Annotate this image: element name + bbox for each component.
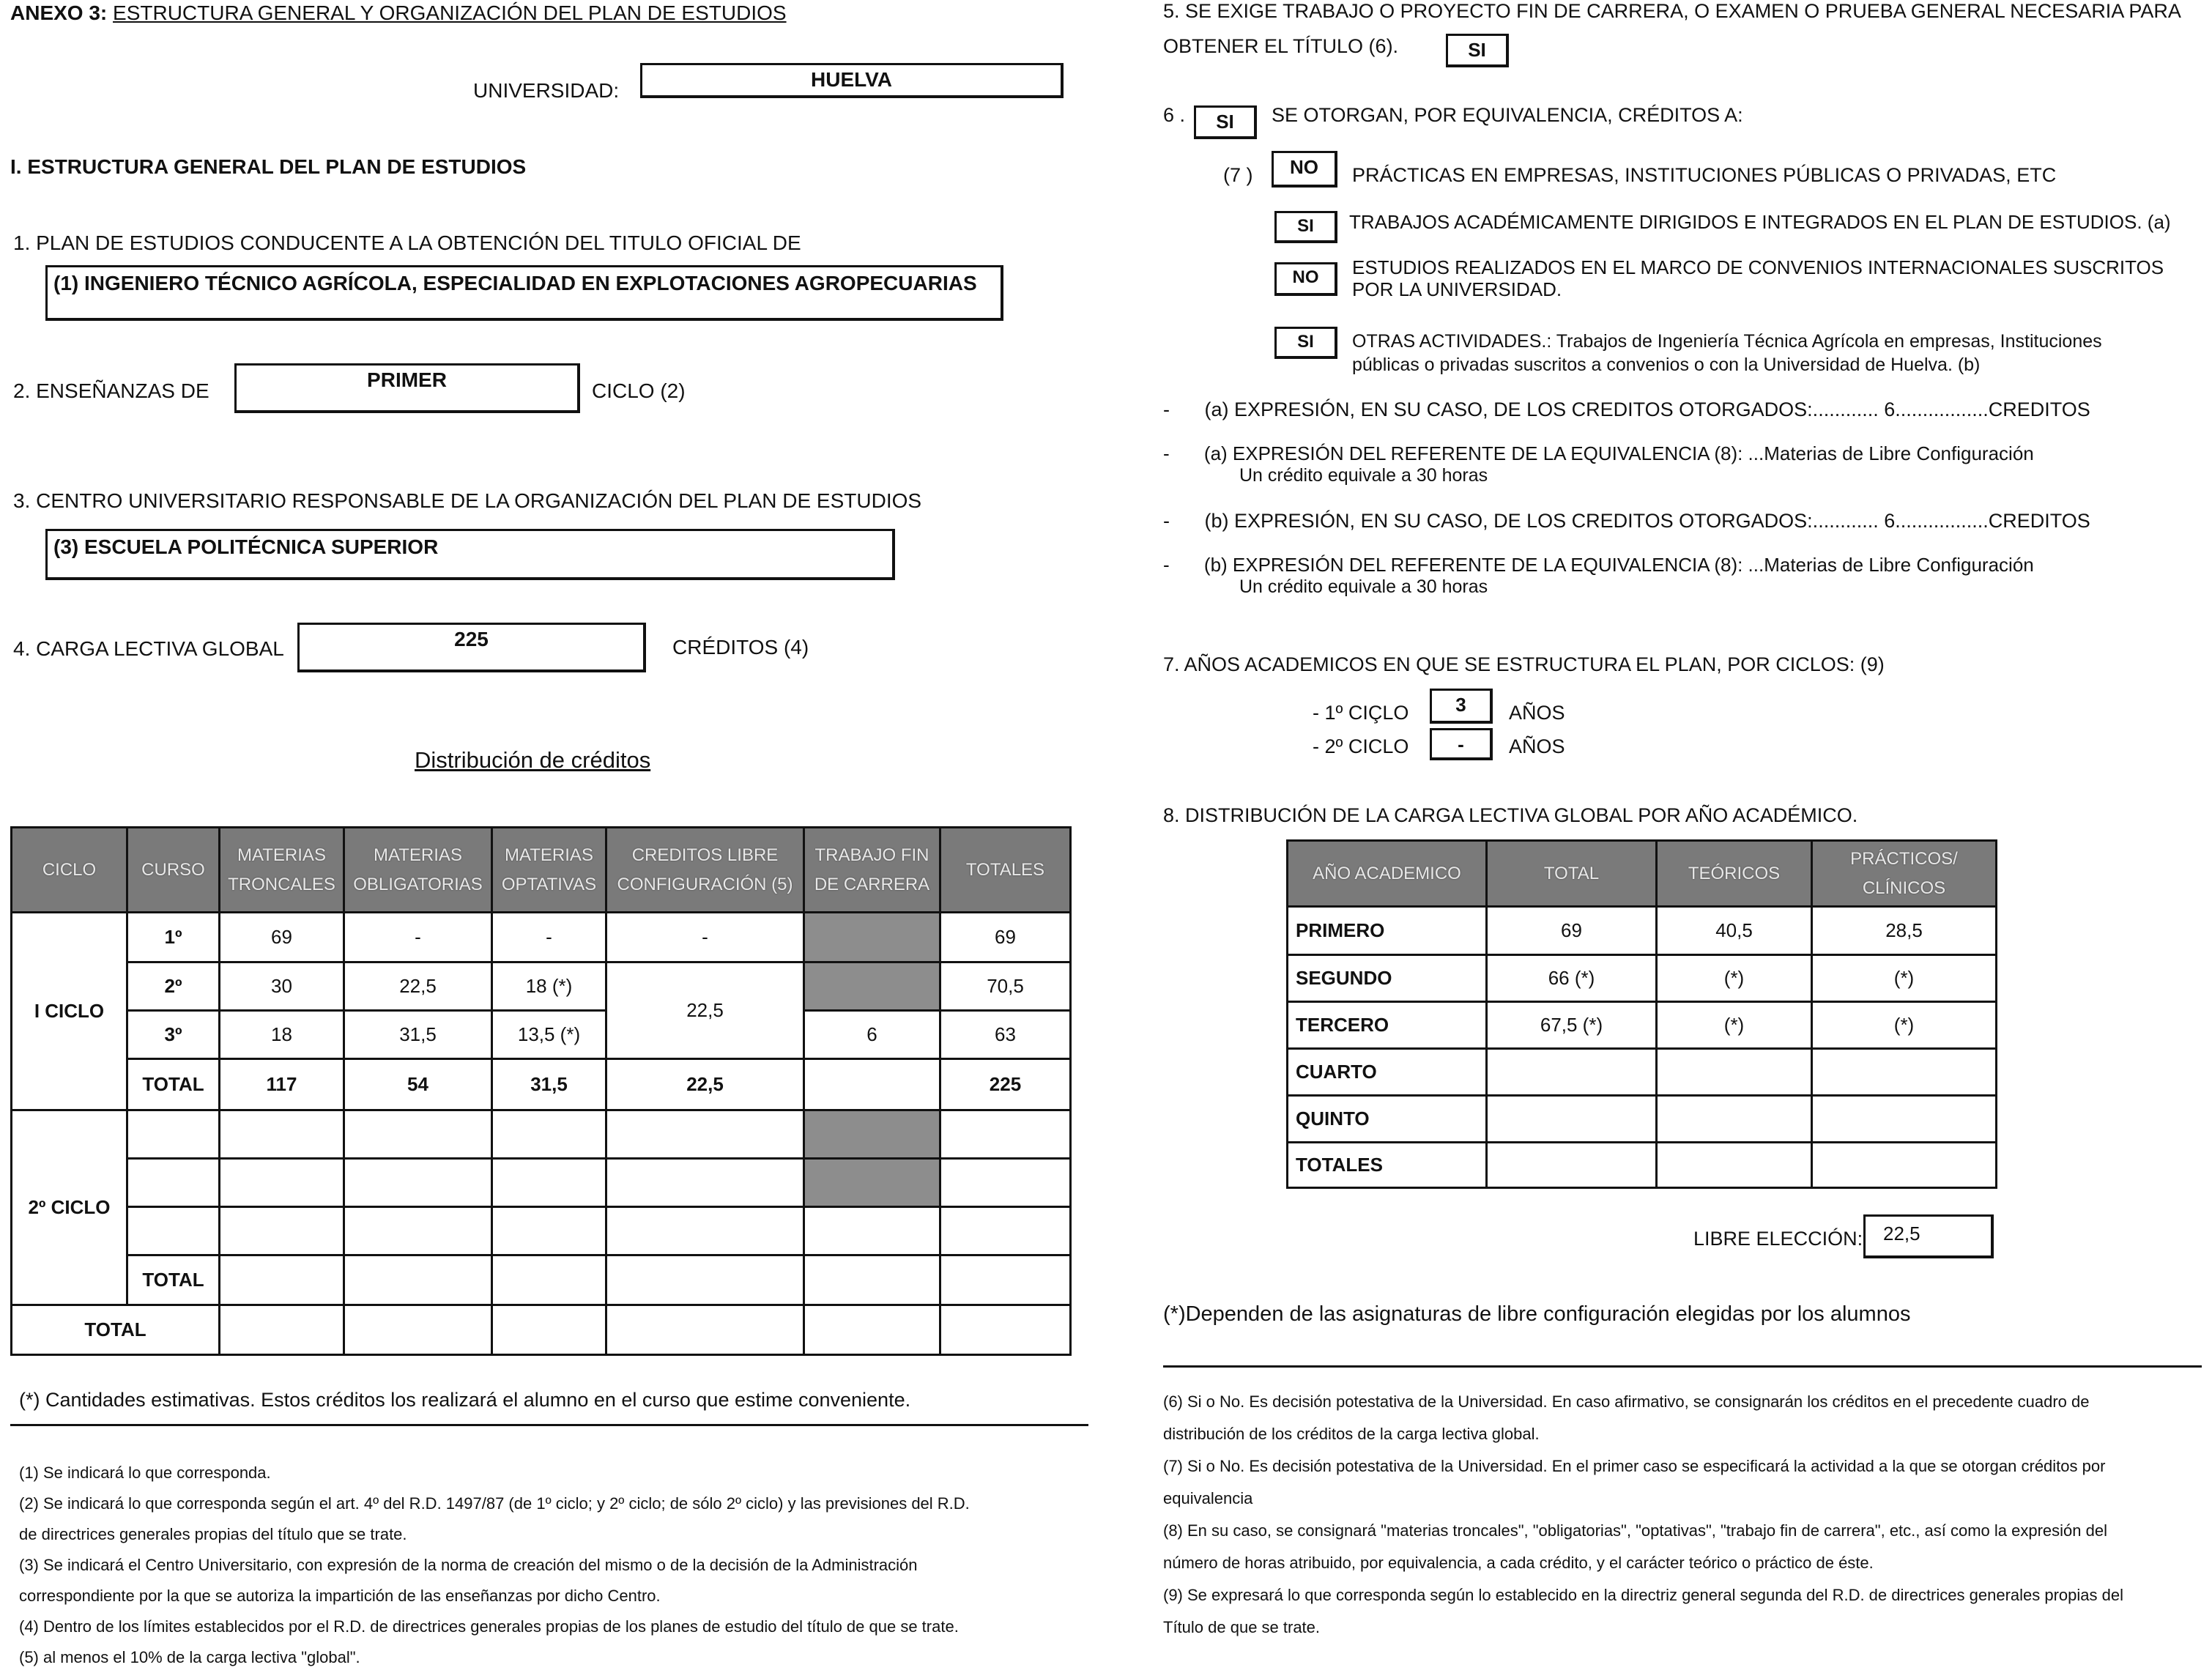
col-header-practicos: PRÁCTICOS/ CLÍNICOS (1812, 841, 1997, 907)
right-divider (1163, 1365, 2202, 1368)
distribucion-title: Distribución de créditos (415, 747, 651, 773)
col-header-libre: CREDITOS LIBRE CONFIGURACIÓN (5) (606, 828, 804, 913)
cell-teoricos: 40,5 (1657, 907, 1812, 955)
cell-optativas: 18 (*) (492, 962, 606, 1011)
footnote-5: (5) al menos el 10% de la carga lectiva "global". (19, 1648, 360, 1666)
cell-year: QUINTO (1288, 1096, 1487, 1143)
expression-text: (b) EXPRESIÓN, EN SU CASO, DE LOS CREDITOS OTORGADOS:............ 6.................CREDITOS (1204, 510, 2090, 532)
item7-label: 7. AÑOS ACADEMICOS EN QUE SE ESTRUCTURA EL PLAN, POR CICLOS: (9) (1163, 653, 1885, 675)
cell-practicos (1812, 1049, 1997, 1096)
cell-troncales: 117 (220, 1059, 344, 1110)
ciclo1-label: - 1º CIÇLO (1313, 702, 1409, 724)
cell-practicos: (*) (1812, 1002, 1997, 1049)
cell-teoricos: (*) (1657, 1002, 1812, 1049)
ciclo2-label: 2º CICLO (12, 1110, 127, 1305)
cell-teoricos (1657, 1143, 1812, 1188)
dist-header-row (12, 828, 1071, 913)
footnotes-left (19, 1458, 970, 1673)
expression-b-referente (1163, 554, 2034, 598)
practicas-label: PRÁCTICAS EN EMPRESAS, INSTITUCIONES PÚBLICAS O PRIVADAS, ETC (1352, 164, 2057, 186)
footnote-6b: distribución de los créditos de la carga lectiva global. (1163, 1425, 1540, 1443)
cell-practicos: 28,5 (1812, 907, 1997, 955)
dash: - (1163, 510, 1170, 532)
cell-total (1487, 1049, 1657, 1096)
cell-trabajo (804, 913, 940, 962)
cell-troncales: 18 (220, 1011, 344, 1059)
dash: - (1163, 442, 1170, 464)
estudios-label-line1: ESTUDIOS REALIZADOS EN EL MARCO DE CONVENIOS INTERNACIONALES SUSCRITOS (1352, 256, 2164, 278)
col-header-obligatorias: MATERIAS OBLIGATORIAS (344, 828, 492, 913)
cell-year: TOTALES (1288, 1143, 1487, 1188)
cell-totales: 70,5 (940, 962, 1071, 1011)
ciclo2-unit: AÑOS (1509, 735, 1565, 757)
otras-label-line2: públicas o privadas suscritos a convenios o con la Universidad de Huelva. (b) (1352, 355, 1981, 375)
cell-obligatorias: - (344, 913, 492, 962)
table-row (12, 1159, 1071, 1207)
cell-optativas: 31,5 (492, 1059, 606, 1110)
expression-text: (a) EXPRESIÓN, EN SU CASO, DE LOS CREDITOS OTORGADOS:............ 6.................CREDITOS (1204, 398, 2090, 420)
cell-trabajo: 6 (804, 1011, 940, 1059)
item6-label: SE OTORGAN, POR EQUIVALENCIA, CRÉDITOS A: (1272, 104, 1743, 126)
ciclo2-years-field: - (1430, 728, 1493, 760)
estudios-label (1352, 256, 2164, 300)
cell-curso: 2º (127, 962, 220, 1011)
footnote-4: (4) Dentro de los límites establecidos por el R.D. de directrices generales propias de los planes de estudio del título de que se trate. (19, 1617, 959, 1636)
cell-troncales: 69 (220, 913, 344, 962)
cell-year: CUARTO (1288, 1049, 1487, 1096)
footnote-3b: correspondiente por la que se autoriza la impartición de las enseñanzas por dicho Centro. (19, 1587, 661, 1605)
cell-teoricos (1657, 1049, 1812, 1096)
col-header-trabajo: TRABAJO FIN DE CARRERA (804, 828, 940, 913)
expression-text2: Un crédito equivale a 30 horas (1239, 576, 1488, 597)
expression-a-referente (1163, 442, 2034, 486)
estudios-field: NO (1274, 262, 1337, 296)
cell-year: TERCERO (1288, 1002, 1487, 1049)
col-header-totales: TOTALES (940, 828, 1071, 913)
expression-a-creditos (1163, 398, 2090, 421)
col-header-teoricos: TEÓRICOS (1657, 841, 1812, 907)
cell-total: 67,5 (*) (1487, 1002, 1657, 1049)
centro-field: (3) ESCUELA POLITÉCNICA SUPERIOR (45, 529, 895, 580)
col-header-troncales: MATERIAS TRONCALES (220, 828, 344, 913)
footnote-8: (8) En su caso, se consignará "materias troncales", "obligatorias", "optativas", "trabajo fin de carrera", etc., así como la expresión del (1163, 1521, 2107, 1540)
col-header-total: TOTAL (1487, 841, 1657, 907)
ciclo1-label: I CICLO (12, 913, 127, 1110)
trabajos-field: SI (1274, 211, 1337, 243)
cell-practicos: (*) (1812, 955, 1997, 1002)
cell-obligatorias: 54 (344, 1059, 492, 1110)
carga-field: 225 (297, 623, 646, 672)
table-row (12, 913, 1071, 962)
table-row (12, 1207, 1071, 1255)
cell-curso: TOTAL (127, 1059, 220, 1110)
cell-totales: 225 (940, 1059, 1071, 1110)
cell-total: 69 (1487, 907, 1657, 955)
item5-line1: 5. SE EXIGE TRABAJO O PROYECTO FIN DE CARRERA, O EXAMEN O PRUEBA GENERAL NECESARIA PARA (1163, 0, 2181, 22)
cell-obligatorias: 31,5 (344, 1011, 492, 1059)
ano-header-row (1288, 841, 1997, 907)
col-header-ciclo: CICLO (12, 828, 127, 913)
titulo-field: (1) INGENIERO TÉCNICO AGRÍCOLA, ESPECIALIDAD EN EXPLOTACIONES AGROPECUARIAS (45, 265, 1003, 321)
expression-b-creditos (1163, 510, 2090, 533)
table-row (12, 1255, 1071, 1305)
trabajo-fin-field: SI (1446, 34, 1509, 67)
item7-ref: (7 ) (1223, 164, 1253, 186)
otras-label (1352, 330, 2102, 376)
cell-year: SEGUNDO (1288, 955, 1487, 1002)
col-header-optativas: MATERIAS OPTATIVAS (492, 828, 606, 913)
ciclo1-years-field: 3 (1430, 689, 1493, 724)
table-row (12, 1305, 1071, 1355)
section-i-title: I. ESTRUCTURA GENERAL DEL PLAN DE ESTUDIOS (10, 155, 527, 178)
cell-practicos (1812, 1096, 1997, 1143)
dash: - (1163, 554, 1170, 576)
footnote-3: (3) Se indicará el Centro Universitario, con expresión de la norma de creación del mismo o de la decisión de la Administración (19, 1556, 918, 1574)
table-row (12, 962, 1071, 1011)
cell-optativas: - (492, 913, 606, 962)
item4-label: 4. CARGA LECTIVA GLOBAL (13, 637, 284, 660)
col-header-curso: CURSO (127, 828, 220, 913)
equivalencia-field: SI (1194, 105, 1257, 139)
otras-label-line1: OTRAS ACTIVIDADES.: Trabajos de Ingeniería Técnica Agrícola en empresas, Instituciones (1352, 331, 2102, 352)
grand-total-label: TOTAL (12, 1305, 220, 1355)
expression-text2: Un crédito equivale a 30 horas (1239, 465, 1488, 486)
table-row (12, 1110, 1071, 1159)
footnote-1: (1) Se indicará lo que corresponda. (19, 1464, 271, 1482)
cell-totales: 69 (940, 913, 1071, 962)
footnote-7: (7) Si o No. Es decisión potestativa de la Universidad. En el primer caso se especificará la actividad a la que se otorgan créditos por (1163, 1457, 2106, 1475)
note-estimativas: (*) Cantidades estimativas. Estos créditos los realizará el alumno en el curso que estime conveniente. (19, 1389, 911, 1411)
universidad-label: UNIVERSIDAD: (473, 79, 620, 102)
carga-por-ano-table (1286, 839, 1997, 1189)
cell-trabajo (804, 962, 940, 1011)
item2-label: 2. ENSEÑANZAS DE (13, 379, 209, 402)
cell-total (1487, 1143, 1657, 1188)
footnote-2: (2) Se indicará lo que corresponda según el art. 4º del R.D. 1497/87 (de 1º ciclo; y 2º ciclo; de sólo 2º ciclo) y las previsiones del R.D. (19, 1494, 970, 1513)
table-row (1288, 955, 1997, 1002)
cell-totales: 63 (940, 1011, 1071, 1059)
cell-optativas: 13,5 (*) (492, 1011, 606, 1059)
footnote-9b: Título de que se trate. (1163, 1618, 1321, 1636)
cell-troncales: 30 (220, 962, 344, 1011)
ciclo2-total-label: TOTAL (127, 1255, 220, 1305)
item6-num: 6 . (1163, 104, 1186, 126)
footnotes-right (1163, 1386, 2123, 1644)
footnote-9: (9) Se expresará lo que corresponda según lo establecido en la directriz general segunda del R.D. de directrices generales propias del (1163, 1586, 2123, 1604)
col-header-ano: AÑO ACADEMICO (1288, 841, 1487, 907)
footnote-7b: equivalencia (1163, 1489, 1253, 1507)
dash: - (1163, 398, 1170, 420)
footnote-8b: número de horas atribuido, por equivalencia, a cada crédito, y el carácter teórico o práctico de éste. (1163, 1554, 1874, 1572)
item2-suffix: CICLO (2) (592, 379, 686, 402)
table-row (1288, 907, 1997, 955)
cell-curso: 3º (127, 1011, 220, 1059)
item4-suffix: CRÉDITOS (4) (672, 636, 809, 659)
table-row (12, 1059, 1071, 1110)
expression-text: (a) EXPRESIÓN DEL REFERENTE DE LA EQUIVALENCIA (8): ...Materias de Libre Configuración (1203, 442, 2034, 464)
depend-note: (*)Dependen de las asignaturas de libre configuración elegidas por los alumnos (1163, 1302, 1911, 1326)
cell-obligatorias: 22,5 (344, 962, 492, 1011)
item3-label: 3. CENTRO UNIVERSITARIO RESPONSABLE DE LA ORGANIZACIÓN DEL PLAN DE ESTUDIOS (13, 489, 922, 512)
table-row (1288, 1002, 1997, 1049)
trabajos-label: TRABAJOS ACADÉMICAMENTE DIRIGIDOS E INTEGRADOS EN EL PLAN DE ESTUDIOS. (a) (1349, 211, 2171, 233)
cell-libre: - (606, 913, 804, 962)
footnote-2b: de directrices generales propias del título que se trate. (19, 1525, 407, 1543)
anexo-label: ANEXO 3: (10, 1, 108, 24)
item1-label: 1. PLAN DE ESTUDIOS CONDUCENTE A LA OBTENCIÓN DEL TITULO OFICIAL DE (13, 231, 801, 254)
practicas-field: NO (1272, 151, 1337, 188)
anexo-title: ESTRUCTURA GENERAL Y ORGANIZACIÓN DEL PLAN DE ESTUDIOS (113, 1, 787, 24)
cell-total: 66 (*) (1487, 955, 1657, 1002)
anexo-heading (10, 1, 787, 25)
universidad-field: HUELVA (640, 63, 1064, 98)
cell-teoricos: (*) (1657, 955, 1812, 1002)
item8-label: 8. DISTRIBUCIÓN DE LA CARGA LECTIVA GLOBAL POR AÑO ACADÉMICO. (1163, 804, 1858, 826)
otras-field: SI (1274, 327, 1337, 359)
item5-line2: OBTENER EL TÍTULO (6). (1163, 35, 1399, 57)
left-divider (10, 1424, 1088, 1426)
distribucion-table (10, 826, 1072, 1356)
estudios-label-line2: POR LA UNIVERSIDAD. (1352, 278, 1562, 300)
expression-text: (b) EXPRESIÓN DEL REFERENTE DE LA EQUIVALENCIA (8): ...Materias de Libre Configuración (1203, 554, 2034, 576)
table-row (1288, 1096, 1997, 1143)
table-row (1288, 1049, 1997, 1096)
libre-eleccion-label: LIBRE ELECCIÓN: (1693, 1228, 1863, 1250)
table-row (1288, 1143, 1997, 1188)
cell-practicos (1812, 1143, 1997, 1188)
libre-eleccion-field: 22,5 (1863, 1214, 1994, 1258)
cell-curso: 1º (127, 913, 220, 962)
cell-libre: 22,5 (606, 1059, 804, 1110)
table-row (12, 1011, 1071, 1059)
ciclo2-label: - 2º CICLO (1313, 735, 1409, 757)
ciclo-field: PRIMER (234, 363, 580, 413)
footnote-6: (6) Si o No. Es decisión potestativa de la Universidad. En caso afirmativo, se consignarán los créditos en el precedente cuadro de (1163, 1392, 2090, 1411)
ciclo1-unit: AÑOS (1509, 702, 1565, 724)
cell-trabajo (804, 1059, 940, 1110)
cell-teoricos (1657, 1096, 1812, 1143)
cell-total (1487, 1096, 1657, 1143)
cell-year: PRIMERO (1288, 907, 1487, 955)
cell-libre: 22,5 (606, 962, 804, 1059)
